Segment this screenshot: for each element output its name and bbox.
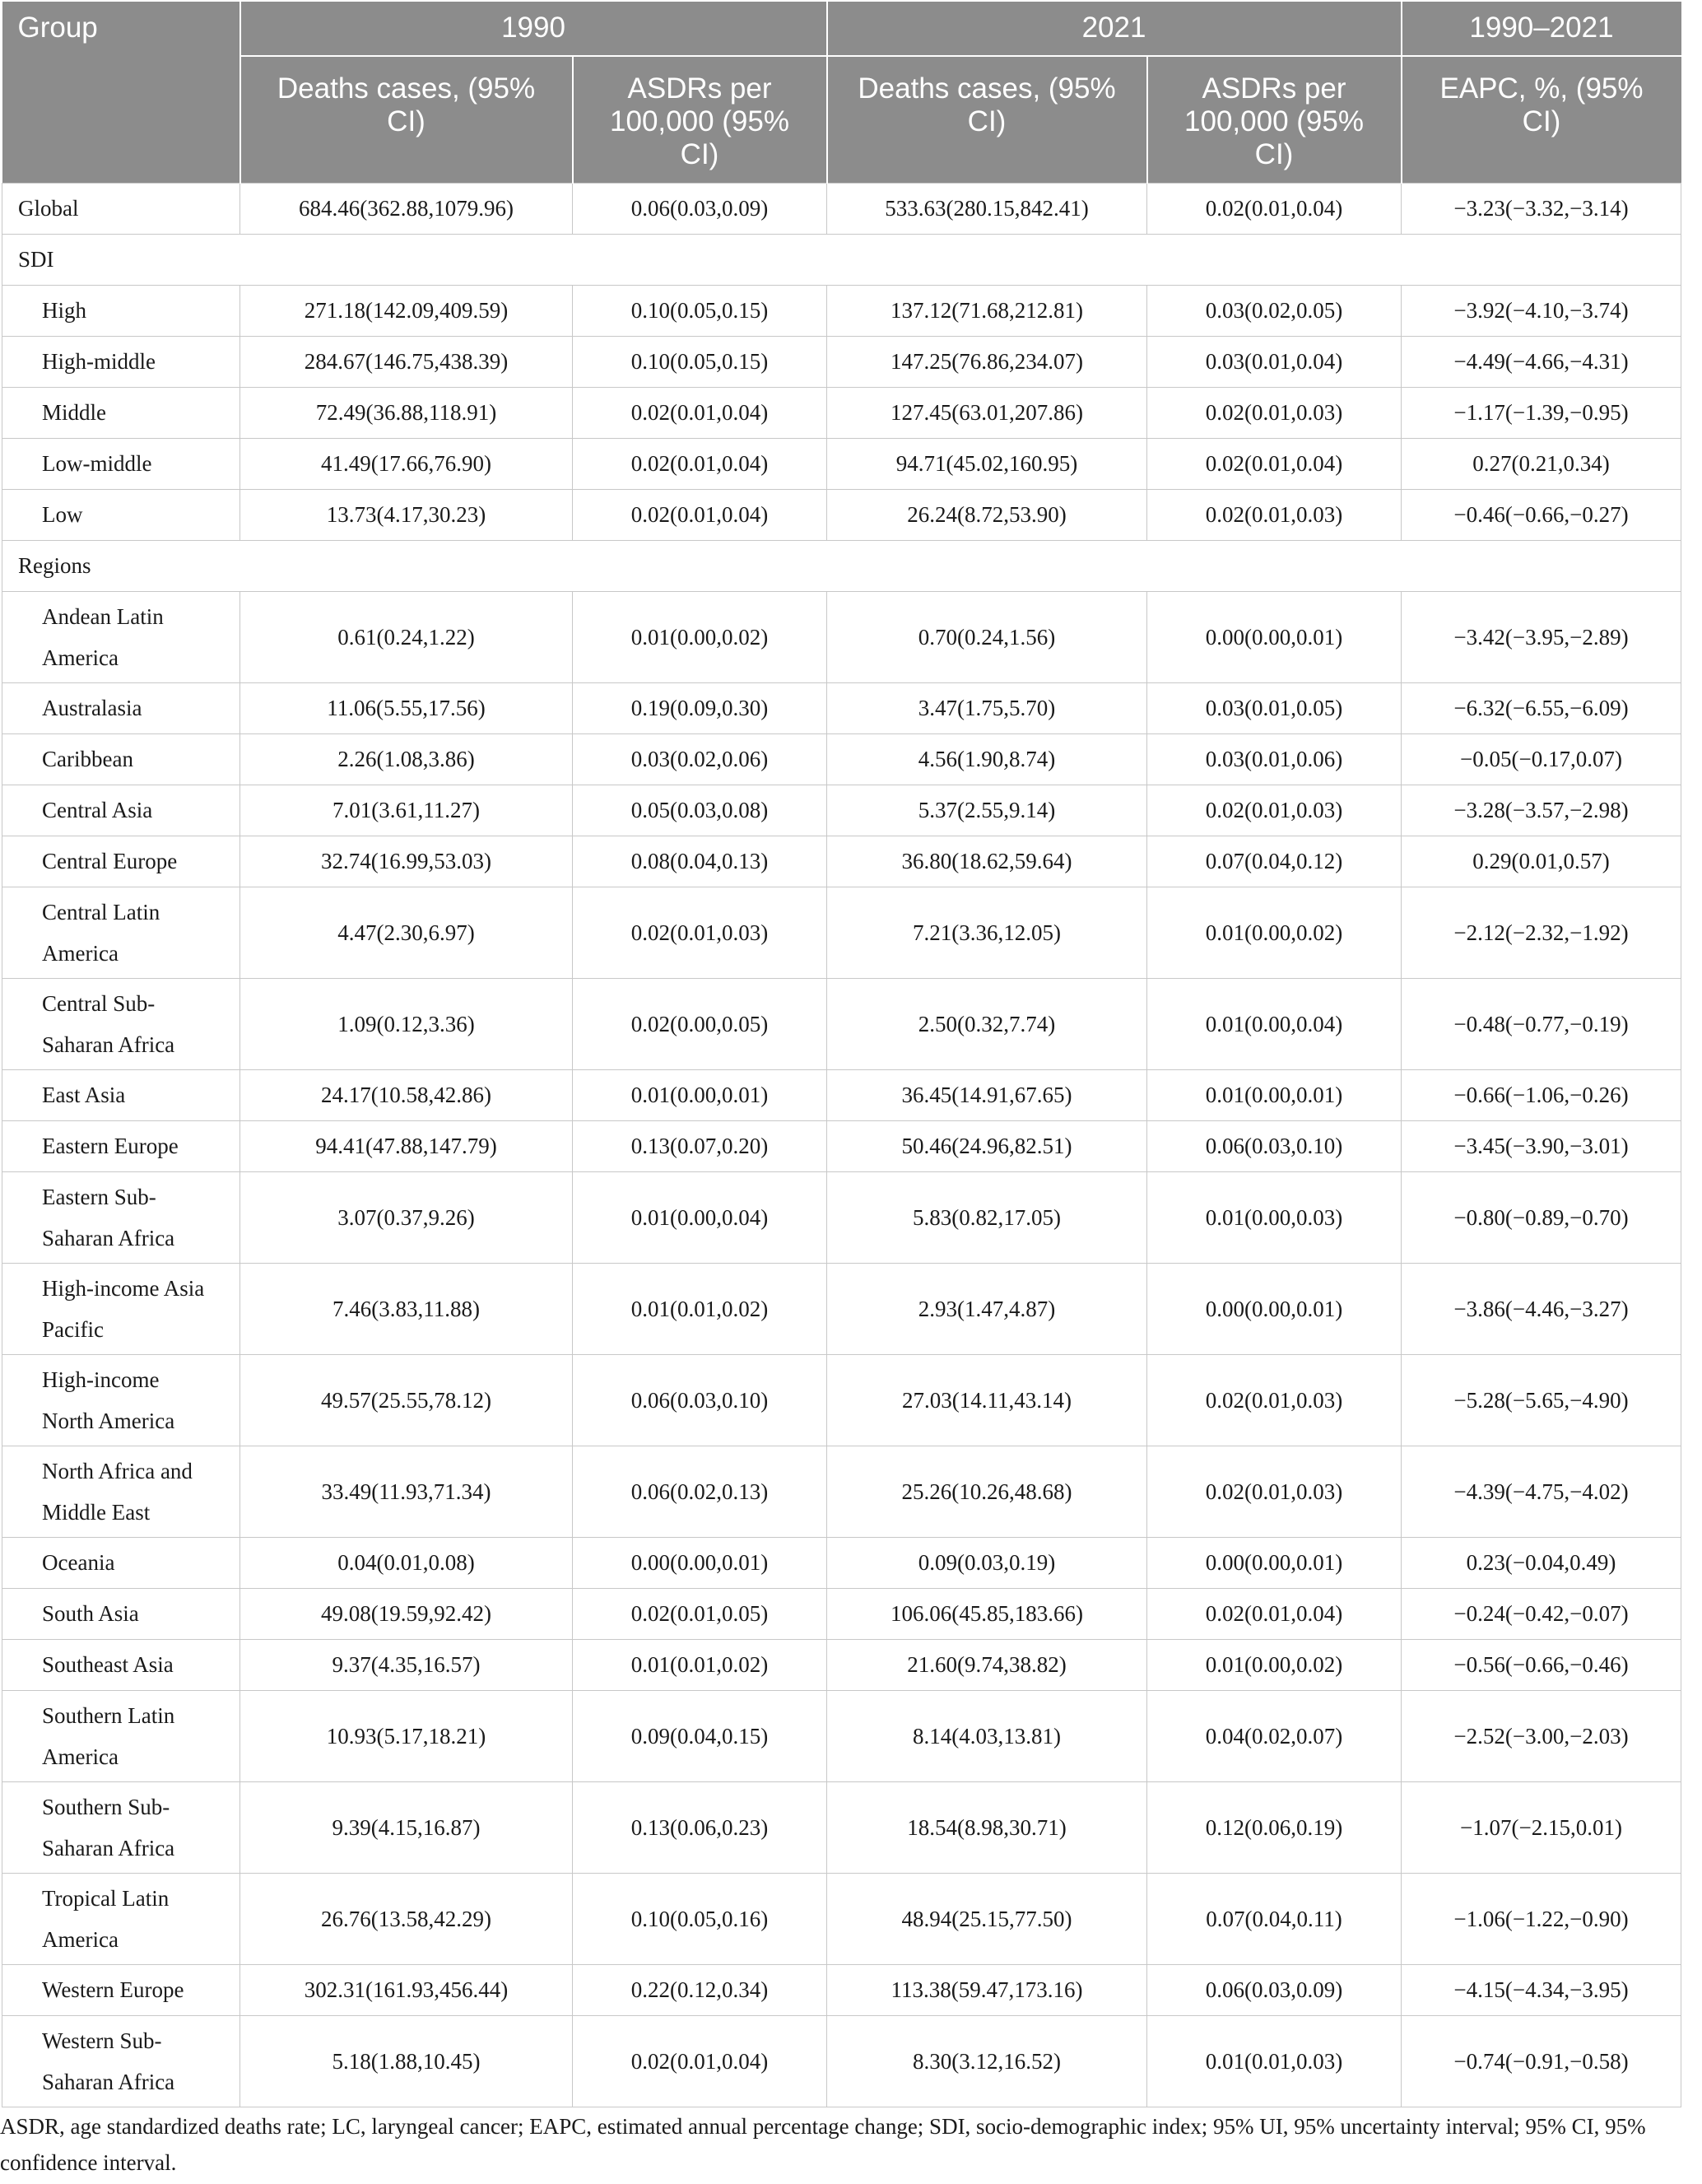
cell-deaths-2021: 137.12(71.68,212.81) [827, 285, 1147, 336]
row-label-line: Pacific [42, 1316, 104, 1342]
table-row [2, 489, 1681, 540]
cell-eapc: −4.15(−4.34,−3.95) [1402, 1964, 1681, 2015]
row-label-line: North America [42, 1408, 175, 1433]
header-period-change: 1990–2021 [1402, 2, 1681, 56]
row-label-line: Western Sub- [42, 2028, 162, 2053]
cell-asdr-2021: 0.02(0.01,0.03) [1147, 489, 1402, 540]
table-row [2, 1964, 1681, 2015]
table-footnote: ASDR, age standardized deaths rate; LC, laryngeal cancer; EAPC, estimated annual percentage change; SDI, socio-demographic index; 95% UI, 95% uncertainty interval; 95% CI, 95% confidence interval. [0, 2114, 1646, 2175]
cell-deaths-1990: 26.76(13.58,42.29) [240, 1873, 573, 1964]
cell-deaths-1990: 41.49(17.66,76.90) [240, 438, 573, 489]
row-label [2, 1446, 240, 1537]
cell-asdr-1990: 0.00(0.00,0.01) [573, 1537, 827, 1588]
cell-asdr-1990: 0.03(0.02,0.06) [573, 733, 827, 785]
cell-asdr-1990: 0.01(0.00,0.02) [573, 591, 827, 682]
row-label-line: Western Europe [42, 1977, 184, 2002]
row-label-line: America [42, 1926, 119, 1952]
table-row [2, 836, 1681, 887]
cell-asdr-2021: 0.02(0.01,0.03) [1147, 785, 1402, 836]
header-asdr-2021: ASDRs per 100,000 (95% CI) [1147, 56, 1402, 183]
row-label-line: America [42, 940, 119, 966]
cell-asdr-2021: 0.00(0.00,0.01) [1147, 1537, 1402, 1588]
cell-deaths-2021: 4.56(1.90,8.74) [827, 733, 1147, 785]
cell-asdr-2021: 0.01(0.01,0.03) [1147, 2015, 1402, 2107]
cell-deaths-2021: 5.83(0.82,17.05) [827, 1171, 1147, 1263]
cell-deaths-2021: 0.09(0.03,0.19) [827, 1537, 1147, 1588]
cell-deaths-1990: 24.17(10.58,42.86) [240, 1069, 573, 1120]
cell-eapc: −0.80(−0.89,−0.70) [1402, 1171, 1681, 1263]
row-label-line: South Asia [42, 1601, 139, 1626]
section-row [2, 234, 1681, 285]
section-label: Regions [2, 540, 1681, 591]
row-label-line: Tropical Latin [42, 1885, 170, 1911]
cell-asdr-2021: 0.00(0.00,0.01) [1147, 1263, 1402, 1354]
row-label [2, 887, 240, 978]
cell-deaths-1990: 49.08(19.59,92.42) [240, 1588, 573, 1639]
cell-deaths-2021: 106.06(45.85,183.66) [827, 1588, 1147, 1639]
cell-asdr-1990: 0.05(0.03,0.08) [573, 785, 827, 836]
cell-deaths-2021: 18.54(8.98,30.71) [827, 1781, 1147, 1873]
cell-asdr-1990: 0.08(0.04,0.13) [573, 836, 827, 887]
cell-eapc: −3.23(−3.32,−3.14) [1402, 183, 1681, 234]
cell-deaths-2021: 0.70(0.24,1.56) [827, 591, 1147, 682]
cell-eapc: −0.48(−0.77,−0.19) [1402, 978, 1681, 1069]
cell-asdr-1990: 0.01(0.01,0.02) [573, 1639, 827, 1690]
cell-deaths-2021: 5.37(2.55,9.14) [827, 785, 1147, 836]
cell-eapc: −3.45(−3.90,−3.01) [1402, 1120, 1681, 1171]
table-row [2, 733, 1681, 785]
header-deaths-2021: Deaths cases, (95% CI) [827, 56, 1147, 183]
cell-eapc: −0.74(−0.91,−0.58) [1402, 2015, 1681, 2107]
cell-asdr-1990: 0.02(0.01,0.04) [573, 489, 827, 540]
cell-asdr-2021: 0.04(0.02,0.07) [1147, 1690, 1402, 1781]
cell-deaths-2021: 27.03(14.11,43.14) [827, 1354, 1147, 1446]
row-label-line: Eastern Sub- [42, 1184, 156, 1209]
table-row [2, 1873, 1681, 1964]
row-label [2, 1069, 240, 1120]
cell-asdr-2021: 0.03(0.02,0.05) [1147, 285, 1402, 336]
cell-asdr-2021: 0.07(0.04,0.11) [1147, 1873, 1402, 1964]
cell-asdr-1990: 0.10(0.05,0.15) [573, 336, 827, 387]
cell-asdr-1990: 0.02(0.01,0.04) [573, 2015, 827, 2107]
cell-eapc: 0.29(0.01,0.57) [1402, 836, 1681, 887]
row-label-line: Central Europe [42, 849, 178, 873]
cell-asdr-2021: 0.01(0.00,0.04) [1147, 978, 1402, 1069]
row-label-line: High-income [42, 1367, 160, 1392]
row-label [2, 387, 240, 438]
row-label [2, 591, 240, 682]
row-label [2, 2015, 240, 2107]
cell-deaths-2021: 21.60(9.74,38.82) [827, 1639, 1147, 1690]
row-label-line: Middle East [42, 1499, 151, 1525]
cell-asdr-1990: 0.09(0.04,0.15) [573, 1690, 827, 1781]
table-row [2, 1537, 1681, 1588]
row-label-line: Low [42, 502, 83, 527]
row-label [2, 1639, 240, 1690]
table-row [2, 785, 1681, 836]
row-label [2, 1171, 240, 1263]
table-row [2, 387, 1681, 438]
row-label [2, 1537, 240, 1588]
cell-deaths-1990: 4.47(2.30,6.97) [240, 887, 573, 978]
table-row [2, 285, 1681, 336]
cell-asdr-2021: 0.01(0.00,0.02) [1147, 887, 1402, 978]
cell-asdr-2021: 0.03(0.01,0.05) [1147, 682, 1402, 733]
row-label [2, 285, 240, 336]
row-label-line: Andean Latin [42, 603, 164, 629]
cell-deaths-2021: 94.71(45.02,160.95) [827, 438, 1147, 489]
cell-asdr-2021: 0.06(0.03,0.09) [1147, 1964, 1402, 2015]
cell-asdr-2021: 0.02(0.01,0.03) [1147, 387, 1402, 438]
table-row [2, 1639, 1681, 1690]
cell-asdr-1990: 0.01(0.00,0.01) [573, 1069, 827, 1120]
table-row [2, 2015, 1681, 2107]
row-label [2, 1263, 240, 1354]
cell-deaths-1990: 32.74(16.99,53.03) [240, 836, 573, 887]
cell-deaths-1990: 33.49(11.93,71.34) [240, 1446, 573, 1537]
cell-deaths-2021: 36.80(18.62,59.64) [827, 836, 1147, 887]
table-row [2, 438, 1681, 489]
header-deaths-1990: Deaths cases, (95% CI) [240, 56, 573, 183]
row-label-line: High [42, 298, 86, 323]
row-label-line: Central Latin [42, 899, 160, 924]
cell-deaths-1990: 2.26(1.08,3.86) [240, 733, 573, 785]
cell-asdr-2021: 0.01(0.00,0.02) [1147, 1639, 1402, 1690]
cell-deaths-2021: 25.26(10.26,48.68) [827, 1446, 1147, 1537]
cell-deaths-2021: 8.14(4.03,13.81) [827, 1690, 1147, 1781]
row-label-line: Low-middle [42, 451, 152, 476]
cell-eapc: −6.32(−6.55,−6.09) [1402, 682, 1681, 733]
cell-deaths-1990: 271.18(142.09,409.59) [240, 285, 573, 336]
cell-eapc: −4.39(−4.75,−4.02) [1402, 1446, 1681, 1537]
cell-asdr-2021: 0.00(0.00,0.01) [1147, 591, 1402, 682]
table-row [2, 336, 1681, 387]
cell-deaths-1990: 94.41(47.88,147.79) [240, 1120, 573, 1171]
cell-asdr-1990: 0.13(0.07,0.20) [573, 1120, 827, 1171]
row-label [2, 785, 240, 836]
cell-deaths-1990: 7.01(3.61,11.27) [240, 785, 573, 836]
cell-deaths-2021: 48.94(25.15,77.50) [827, 1873, 1147, 1964]
cell-eapc: −0.56(−0.66,−0.46) [1402, 1639, 1681, 1690]
row-label-line: America [42, 645, 119, 670]
table-row [2, 682, 1681, 733]
row-label-line: Australasia [42, 696, 142, 720]
cell-eapc: −0.46(−0.66,−0.27) [1402, 489, 1681, 540]
row-label-line: High-income Asia [42, 1275, 205, 1301]
row-label-line: Middle [42, 400, 106, 425]
header-period-2021: 2021 [827, 2, 1402, 56]
row-label-line: Southern Latin [42, 1702, 175, 1728]
header-asdr-1990: ASDRs per 100,000 (95% CI) [573, 56, 827, 183]
cell-eapc: −1.06(−1.22,−0.90) [1402, 1873, 1681, 1964]
cell-asdr-2021: 0.02(0.01,0.04) [1147, 183, 1402, 234]
cell-deaths-2021: 147.25(76.86,234.07) [827, 336, 1147, 387]
row-label-line: Saharan Africa [42, 1225, 175, 1250]
cell-deaths-1990: 10.93(5.17,18.21) [240, 1690, 573, 1781]
cell-asdr-1990: 0.02(0.01,0.03) [573, 887, 827, 978]
row-label [2, 1964, 240, 2015]
cell-eapc: −1.07(−2.15,0.01) [1402, 1781, 1681, 1873]
row-label-line: Global [18, 196, 79, 221]
cell-deaths-1990: 3.07(0.37,9.26) [240, 1171, 573, 1263]
header-row-columns [2, 56, 1681, 183]
header-row-periods [2, 2, 1681, 56]
cell-eapc: −3.42(−3.95,−2.89) [1402, 591, 1681, 682]
data-table [2, 2, 1681, 2107]
cell-deaths-1990: 0.61(0.24,1.22) [240, 591, 573, 682]
cell-eapc: −0.05(−0.17,0.07) [1402, 733, 1681, 785]
cell-deaths-1990: 0.04(0.01,0.08) [240, 1537, 573, 1588]
cell-asdr-1990: 0.02(0.01,0.05) [573, 1588, 827, 1639]
row-label [2, 836, 240, 887]
cell-asdr-2021: 0.06(0.03,0.10) [1147, 1120, 1402, 1171]
cell-deaths-2021: 3.47(1.75,5.70) [827, 682, 1147, 733]
cell-deaths-1990: 11.06(5.55,17.56) [240, 682, 573, 733]
row-label-line: Central Asia [42, 798, 153, 822]
table-row [2, 183, 1681, 234]
cell-asdr-1990: 0.02(0.01,0.04) [573, 387, 827, 438]
section-label: SDI [2, 234, 1681, 285]
cell-asdr-1990: 0.19(0.09,0.30) [573, 682, 827, 733]
cell-asdr-2021: 0.12(0.06,0.19) [1147, 1781, 1402, 1873]
table-row [2, 1781, 1681, 1873]
header-eapc: EAPC, %, (95% CI) [1402, 56, 1681, 183]
row-label-line: Caribbean [42, 747, 133, 771]
cell-deaths-2021: 7.21(3.36,12.05) [827, 887, 1147, 978]
header-group: Group [2, 2, 240, 56]
row-label-line: Saharan Africa [42, 1031, 175, 1057]
cell-asdr-2021: 0.02(0.01,0.04) [1147, 438, 1402, 489]
cell-eapc: −4.49(−4.66,−4.31) [1402, 336, 1681, 387]
cell-deaths-1990: 284.67(146.75,438.39) [240, 336, 573, 387]
cell-asdr-1990: 0.13(0.06,0.23) [573, 1781, 827, 1873]
table-row [2, 1171, 1681, 1263]
cell-asdr-1990: 0.02(0.01,0.04) [573, 438, 827, 489]
row-label [2, 183, 240, 234]
cell-deaths-2021: 533.63(280.15,842.41) [827, 183, 1147, 234]
cell-asdr-2021: 0.02(0.01,0.03) [1147, 1446, 1402, 1537]
cell-deaths-1990: 302.31(161.93,456.44) [240, 1964, 573, 2015]
table-row [2, 1588, 1681, 1639]
row-label-line: Central Sub- [42, 990, 156, 1016]
cell-eapc: −3.86(−4.46,−3.27) [1402, 1263, 1681, 1354]
header-group-spacer [2, 56, 240, 183]
table-row [2, 1263, 1681, 1354]
cell-asdr-2021: 0.01(0.00,0.01) [1147, 1069, 1402, 1120]
cell-asdr-1990: 0.22(0.12,0.34) [573, 1964, 827, 2015]
row-label [2, 1781, 240, 1873]
table-row [2, 1069, 1681, 1120]
cell-asdr-2021: 0.07(0.04,0.12) [1147, 836, 1402, 887]
cell-deaths-1990: 5.18(1.88,10.45) [240, 2015, 573, 2107]
row-label [2, 336, 240, 387]
row-label-line: High-middle [42, 349, 156, 374]
cell-eapc: −2.12(−2.32,−1.92) [1402, 887, 1681, 978]
cell-eapc: −0.66(−1.06,−0.26) [1402, 1069, 1681, 1120]
table-row [2, 1446, 1681, 1537]
row-label [2, 733, 240, 785]
cell-eapc: −1.17(−1.39,−0.95) [1402, 387, 1681, 438]
cell-asdr-2021: 0.02(0.01,0.03) [1147, 1354, 1402, 1446]
row-label [2, 1690, 240, 1781]
cell-asdr-2021: 0.03(0.01,0.04) [1147, 336, 1402, 387]
row-label [2, 1588, 240, 1639]
section-row [2, 540, 1681, 591]
row-label [2, 1354, 240, 1446]
table-row [2, 978, 1681, 1069]
cell-asdr-1990: 0.06(0.03,0.10) [573, 1354, 827, 1446]
table-body [2, 183, 1681, 2107]
row-label [2, 489, 240, 540]
cell-deaths-1990: 9.37(4.35,16.57) [240, 1639, 573, 1690]
row-label-line: Eastern Europe [42, 1134, 179, 1158]
row-label [2, 1873, 240, 1964]
cell-eapc: −3.28(−3.57,−2.98) [1402, 785, 1681, 836]
row-label-line: Saharan Africa [42, 2069, 175, 2094]
cell-asdr-1990: 0.01(0.01,0.02) [573, 1263, 827, 1354]
cell-eapc: −3.92(−4.10,−3.74) [1402, 285, 1681, 336]
cell-asdr-1990: 0.02(0.00,0.05) [573, 978, 827, 1069]
cell-deaths-2021: 36.45(14.91,67.65) [827, 1069, 1147, 1120]
row-label-line: America [42, 1744, 119, 1769]
cell-deaths-1990: 1.09(0.12,3.36) [240, 978, 573, 1069]
cell-eapc: 0.27(0.21,0.34) [1402, 438, 1681, 489]
table-row [2, 591, 1681, 682]
cell-asdr-1990: 0.06(0.02,0.13) [573, 1446, 827, 1537]
cell-deaths-2021: 127.45(63.01,207.86) [827, 387, 1147, 438]
row-label-line: Saharan Africa [42, 1835, 175, 1860]
cell-asdr-2021: 0.01(0.00,0.03) [1147, 1171, 1402, 1263]
row-label-line: Southern Sub- [42, 1794, 170, 1819]
cell-asdr-1990: 0.10(0.05,0.15) [573, 285, 827, 336]
row-label [2, 682, 240, 733]
cell-eapc: −2.52(−3.00,−2.03) [1402, 1690, 1681, 1781]
cell-deaths-2021: 50.46(24.96,82.51) [827, 1120, 1147, 1171]
row-label [2, 438, 240, 489]
header-period-1990: 1990 [240, 2, 827, 56]
row-label-line: Southeast Asia [42, 1652, 174, 1677]
row-label [2, 1120, 240, 1171]
cell-eapc: −0.24(−0.42,−0.07) [1402, 1588, 1681, 1639]
table-header [2, 2, 1681, 183]
row-label-line: North Africa and [42, 1458, 193, 1483]
cell-deaths-2021: 113.38(59.47,173.16) [827, 1964, 1147, 2015]
cell-deaths-1990: 7.46(3.83,11.88) [240, 1263, 573, 1354]
cell-deaths-2021: 2.93(1.47,4.87) [827, 1263, 1147, 1354]
row-label-line: East Asia [42, 1083, 126, 1107]
cell-deaths-2021: 8.30(3.12,16.52) [827, 2015, 1147, 2107]
row-label-line: Oceania [42, 1550, 115, 1575]
cell-deaths-1990: 49.57(25.55,78.12) [240, 1354, 573, 1446]
row-label [2, 978, 240, 1069]
cell-asdr-2021: 0.03(0.01,0.06) [1147, 733, 1402, 785]
cell-asdr-2021: 0.02(0.01,0.04) [1147, 1588, 1402, 1639]
table-row [2, 1120, 1681, 1171]
table-row [2, 887, 1681, 978]
cell-deaths-1990: 9.39(4.15,16.87) [240, 1781, 573, 1873]
cell-deaths-1990: 13.73(4.17,30.23) [240, 489, 573, 540]
cell-deaths-1990: 72.49(36.88,118.91) [240, 387, 573, 438]
cell-deaths-2021: 26.24(8.72,53.90) [827, 489, 1147, 540]
cell-eapc: 0.23(−0.04,0.49) [1402, 1537, 1681, 1588]
table-row [2, 1354, 1681, 1446]
cell-eapc: −5.28(−5.65,−4.90) [1402, 1354, 1681, 1446]
cell-asdr-1990: 0.01(0.00,0.04) [573, 1171, 827, 1263]
table-row [2, 1690, 1681, 1781]
cell-deaths-2021: 2.50(0.32,7.74) [827, 978, 1147, 1069]
cell-deaths-1990: 684.46(362.88,1079.96) [240, 183, 573, 234]
cell-asdr-1990: 0.06(0.03,0.09) [573, 183, 827, 234]
cell-asdr-1990: 0.10(0.05,0.16) [573, 1873, 827, 1964]
